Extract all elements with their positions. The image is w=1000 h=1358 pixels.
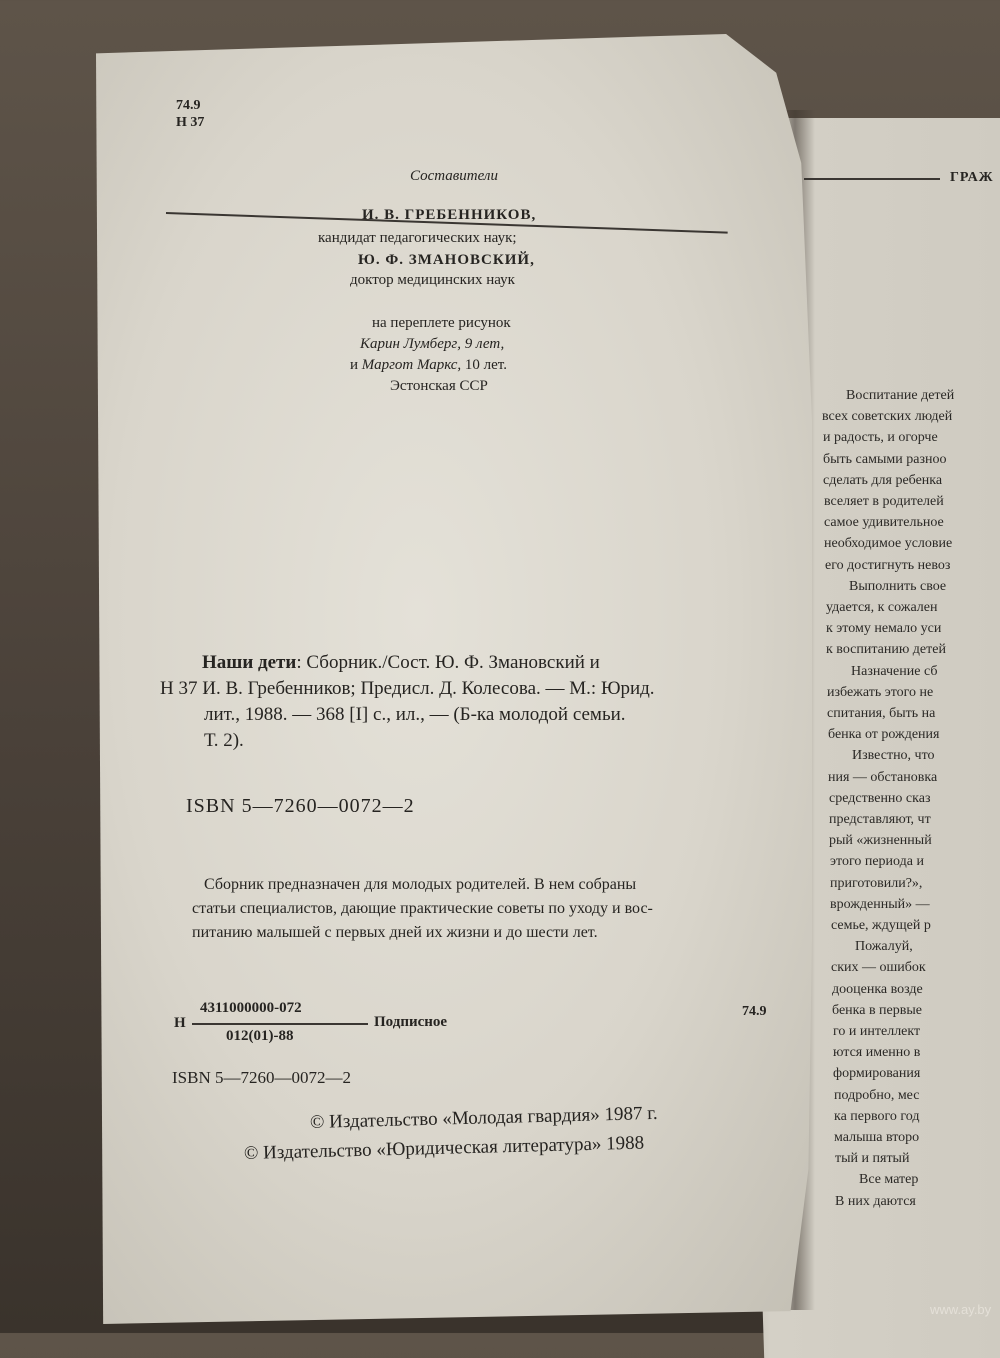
right-page-line: Пожалуй, (855, 939, 913, 955)
author-1: И. В. ГРЕБЕННИКОВ, (362, 207, 537, 223)
code-letter: Н (174, 1015, 186, 1031)
right-page-line: быть самыми разноо (823, 451, 947, 467)
right-page-line: средственно сказ (829, 790, 931, 806)
cover-artist-2: Маргот Маркс, (361, 357, 462, 373)
isbn: ISBN 5—7260—0072—2 (186, 795, 415, 817)
bibliography-line-1 (202, 652, 600, 674)
bibliography-line-2: Н 37 И. В. Гребенников; Предисл. Д. Колесова. — М.: Юрид. (160, 678, 655, 699)
author-1-title: кандидат педагогических наук; (318, 230, 517, 246)
right-page-line: ка первого год (834, 1108, 920, 1124)
classification-code-2: Н 37 (176, 115, 205, 130)
right-page-line: к воспитанию детей (826, 642, 946, 658)
subscription-label: Подписное (374, 1014, 448, 1030)
right-page-line: этого периода и (830, 854, 924, 870)
right-page-line: подробно, мес (834, 1087, 920, 1103)
bibliography-line-4: Т. 2). (204, 730, 244, 751)
right-page-line: Выполнить свое (849, 578, 947, 594)
cover-and: и (350, 357, 359, 373)
isbn-2: ISBN 5—7260—0072—2 (172, 1068, 351, 1087)
right-page-line: Известно, что (852, 748, 935, 764)
bibliography-line-1-rest: : Сборник./Сост. Ю. Ф. Змановский и (296, 652, 600, 673)
cover-line-4: Эстонская ССР (390, 378, 488, 394)
right-page-line: дооценка возде (832, 981, 923, 997)
right-page-header: ГРАЖ (950, 170, 994, 185)
right-page-line: сделать для ребенка (823, 472, 943, 488)
author-2-title: доктор медицинских наук (350, 272, 515, 288)
right-page-line: го и интеллект (833, 1024, 921, 1039)
right-page-line: бенка в первые (832, 1002, 922, 1018)
copyright-line-1: © Издательство «Молодая гвардия» 1987 г. (309, 1102, 658, 1133)
copyright-line-2: © Издательство «Юридическая литература» 1988 (243, 1132, 645, 1164)
right-page-line: ния — обстановка (828, 769, 938, 785)
author-2: Ю. Ф. ЗМАНОВСКИЙ, (358, 252, 535, 268)
right-page-line: всех советских людей (822, 409, 953, 425)
right-page-line: ских — ошибок (831, 960, 926, 976)
right-page-line: малыша второ (834, 1130, 920, 1145)
right-page-line: избежать этого не (827, 684, 934, 700)
right-page-line: рый «жизненный (829, 833, 932, 849)
bibliography-line-3: лит., 1988. — 368 [I] с., ил., — (Б-ка молодой семьи. (204, 704, 626, 725)
bbk-code: 74.9 (742, 1004, 767, 1019)
cover-line-2 (360, 336, 504, 353)
watermark: www.ay.by (930, 1302, 992, 1317)
right-page-line: необходимое условие (824, 536, 953, 552)
right-page-line: ются именно в (833, 1045, 921, 1061)
right-page-line: спитания, быть на (827, 706, 936, 721)
right-page-line: Все матер (859, 1172, 919, 1188)
cover-line-3 (350, 357, 507, 374)
cover-artist-1: Карин Лумберг, 9 лет, (360, 336, 505, 352)
code-denominator: 012(01)-88 (226, 1028, 294, 1044)
right-page-line: удается, к сожален (826, 600, 938, 615)
annotation-line-1: Сборник предназначен для молодых родителей. В нем собраны (204, 876, 637, 893)
compilers-heading: Составители (410, 168, 498, 184)
code-numerator: 4311000000-072 (200, 1000, 302, 1016)
cover-artist-2-age: 10 лет. (464, 357, 507, 373)
right-page-line: бенка от рождения (828, 727, 940, 743)
right-page-line: Назначение сб (851, 663, 938, 679)
right-page-line: тый и пятый (835, 1151, 910, 1167)
right-page-line: вселяет в родителей (824, 494, 944, 509)
right-page-line: Воспитание детей (846, 388, 955, 403)
book-title: Наши дети (202, 652, 297, 673)
right-page-line: самое удивительное (824, 515, 944, 531)
right-page-line: и радость, и огорче (823, 430, 938, 446)
right-page-line: к этому немало уси (826, 621, 942, 637)
right-page-line: представляют, чт (829, 812, 931, 827)
code-fraction-line (192, 1023, 368, 1025)
right-page-line: семье, ждущей р (831, 918, 931, 933)
right-page-line: формирования (833, 1066, 921, 1082)
annotation-line-2: статьи специалистов, дающие практические советы по уходу и вос- (192, 900, 653, 917)
right-page-line: врожденный» — (830, 896, 930, 912)
right-page-header-rule (804, 178, 940, 180)
right-page-line: приготовили?», (830, 875, 923, 891)
right-page-line: В них даются (835, 1193, 916, 1209)
right-page-line: его достигнуть невоз (825, 557, 951, 573)
annotation-line-3: питанию малышей с первых дней их жизни и до шести лет. (192, 924, 598, 941)
classification-code: 74.9 (176, 98, 201, 113)
cover-line-1: на переплете рисунок (372, 315, 511, 331)
